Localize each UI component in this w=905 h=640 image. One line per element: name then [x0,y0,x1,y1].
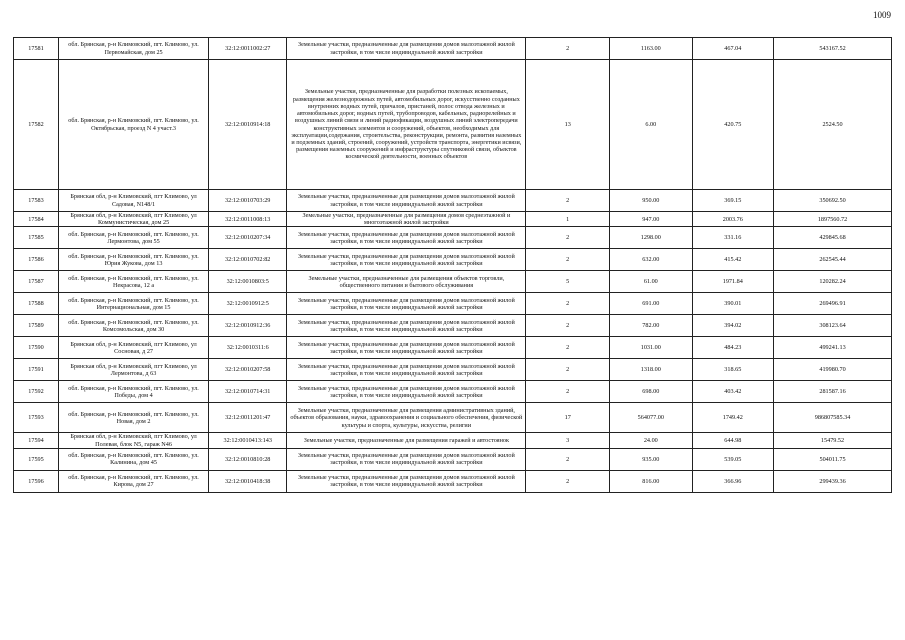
area-cell: 632.00 [610,249,693,271]
cadastral-number-cell: 32:12:0010703:29 [209,190,287,212]
cadastral-number-cell: 32:12:0010912:36 [209,315,287,337]
area-cell: 564077.00 [610,403,693,433]
table-body [14,38,892,493]
address-cell: обл. Брянская, р-н Климовский, пгт. Климово, ул. Лермонтова, дом 55 [59,227,209,249]
area-cell: 1163.00 [610,38,693,60]
row-number-cell: 17591 [14,359,59,381]
area-cell: 6.00 [610,60,693,190]
row-number-cell: 17583 [14,190,59,212]
cadastral-number-cell: 32:12:0011008:13 [209,212,287,227]
cadastral-value-cell: 504011.75 [774,448,892,470]
specific-value-cell: 467.04 [692,38,773,60]
address-cell: обл. Брянская, р-н Климовский, пгт. Климово, ул. Интернациональная, дом 15 [59,293,209,315]
specific-value-cell: 366.96 [692,470,773,492]
cadastral-value-cell: 269496.91 [774,293,892,315]
cadastral-value-cell: 499241.13 [774,337,892,359]
land-use-cell: Земельные участки, предназначенные для размещения гаражей и автостоянок [287,433,526,448]
specific-value-cell: 1749.42 [692,403,773,433]
cadastral-number-cell: 32:12:0010803:5 [209,271,287,293]
land-use-cell: Земельные участки, предназначенные для размещения домов малоэтажной жилой застройки, в том числе индивидуальной жилой застройки [287,249,526,271]
table-row [14,433,892,448]
land-use-cell: Земельные участки, предназначенные для размещения домов малоэтажной жилой застройки, в том числе индивидуальной жилой застройки [287,38,526,60]
cadastral-value-cell: 1897560.72 [774,212,892,227]
cadastral-number-cell: 32:12:0011201:47 [209,403,287,433]
table-row [14,315,892,337]
cadastral-value-cell: 419980.70 [774,359,892,381]
cadastral-number-cell: 32:12:0011002:27 [209,38,287,60]
cadastral-number-cell: 32:12:0010914:18 [209,60,287,190]
table-row [14,470,892,492]
use-group-cell: 17 [526,403,610,433]
address-cell: Брянская обл, р-н Климовский, пгт Климово, ул Полевая, блок N5, гараж N46 [59,433,209,448]
address-cell: обл. Брянская, р-н Климовский, пгт. Климово, ул. Октябрьская, проезд N 4 участ.3 [59,60,209,190]
cadastral-value-cell: 429845.68 [774,227,892,249]
specific-value-cell: 369.15 [692,190,773,212]
cadastral-number-cell: 32:12:0010207:58 [209,359,287,381]
cadastral-number-cell: 32:12:0010418:38 [209,470,287,492]
specific-value-cell: 420.75 [692,60,773,190]
address-cell: Брянская обл, р-н Климовский, пгт Климово, ул Сосновая, д 27 [59,337,209,359]
land-use-cell: Земельные участки, предназначенные для размещения домов малоэтажной жилой застройки, в том числе индивидуальной жилой застройки [287,190,526,212]
table-row [14,359,892,381]
land-use-cell: Земельные участки, предназначенные для размещения домов малоэтажной жилой застройки, в том числе индивидуальной жилой застройки [287,227,526,249]
land-use-cell: Земельные участки, предназначенные для размещения домов малоэтажной жилой застройки, в том числе индивидуальной жилой застройки [287,448,526,470]
cadastral-number-cell: 32:12:0010207:34 [209,227,287,249]
address-cell: обл. Брянская, р-н Климовский, пгт. Климово, ул. Юрия Жукова, дом 13 [59,249,209,271]
specific-value-cell: 2003.76 [692,212,773,227]
specific-value-cell: 390.01 [692,293,773,315]
cadastral-value-cell: 281587.16 [774,381,892,403]
cadastral-value-cell: 308123.64 [774,315,892,337]
address-cell: обл. Брянская, р-н Климовский, пгт. Климово, ул. Некрасова, 12 а [59,271,209,293]
table-row [14,249,892,271]
use-group-cell: 5 [526,271,610,293]
use-group-cell: 2 [526,359,610,381]
cadastral-number-cell: 32:12:0010311:6 [209,337,287,359]
table-row [14,337,892,359]
area-cell: 816.00 [610,470,693,492]
address-cell: обл. Брянская, р-н Климовский, пгт. Климово, ул. Победы, дом 4 [59,381,209,403]
address-cell: обл. Брянская, р-н Климовский, пгт. Климово, ул. Новая, дом 2 [59,403,209,433]
row-number-cell: 17589 [14,315,59,337]
page-number: 1009 [873,10,891,20]
row-number-cell: 17585 [14,227,59,249]
row-number-cell: 17596 [14,470,59,492]
specific-value-cell: 644.98 [692,433,773,448]
row-number-cell: 17588 [14,293,59,315]
row-number-cell: 17593 [14,403,59,433]
area-cell: 947.00 [610,212,693,227]
area-cell: 24.00 [610,433,693,448]
address-cell: Брянская обл, р-н Климовский, пгт Климово, ул Лермонтова, д 63 [59,359,209,381]
use-group-cell: 2 [526,38,610,60]
use-group-cell: 2 [526,470,610,492]
table-row [14,271,892,293]
use-group-cell: 3 [526,433,610,448]
area-cell: 1318.00 [610,359,693,381]
table-row [14,190,892,212]
table-row [14,60,892,190]
cadastral-number-cell: 32:12:0010702:82 [209,249,287,271]
use-group-cell: 2 [526,337,610,359]
cadastral-value-cell: 262545.44 [774,249,892,271]
address-cell: обл. Брянская, р-н Климовский, пгт. Климово, ул. Комсомольская, дом 30 [59,315,209,337]
land-use-cell: Земельные участки, предназначенные для размещения объектов торговли, общественного питания и бытового обслуживания [287,271,526,293]
table-row [14,227,892,249]
row-number-cell: 17595 [14,448,59,470]
table-row [14,293,892,315]
use-group-cell: 2 [526,249,610,271]
area-cell: 935.00 [610,448,693,470]
address-cell: Брянская обл, р-н Климовский, пгт Климово, ул Коммунистическая, дом 25 [59,212,209,227]
use-group-cell: 2 [526,190,610,212]
use-group-cell: 2 [526,293,610,315]
land-use-cell: Земельные участки, предназначенные для размещения домов малоэтажной жилой застройки, в том числе индивидуальной жилой застройки [287,381,526,403]
address-cell: обл. Брянская, р-н Климовский, пгт. Климово, ул. Первомайская, дом 25 [59,38,209,60]
land-use-cell: Земельные участки, предназначенные для размещения домов малоэтажной жилой застройки, в том числе индивидуальной жилой застройки [287,315,526,337]
use-group-cell: 2 [526,448,610,470]
address-cell: Брянская обл, р-н Климовский, пгт Климово, ул Садовая, N148/1 [59,190,209,212]
land-use-cell: Земельные участки, предназначенные для размещения административных зданий, объектов образования, науки, здравоохранения и социального обеспечения, физической культуры и спорта, культуры, искусства, религии [287,403,526,433]
cadastral-value-cell: 543167.52 [774,38,892,60]
land-use-cell: Земельные участки, предназначенные для размещения домов малоэтажной жилой застройки, в том числе индивидуальной жилой застройки [287,359,526,381]
table-row [14,448,892,470]
area-cell: 698.00 [610,381,693,403]
specific-value-cell: 415.42 [692,249,773,271]
table-row [14,403,892,433]
cadastral-number-cell: 32:12:0010413:143 [209,433,287,448]
cadastral-value-cell: 120282.24 [774,271,892,293]
cadastral-value-cell: 2524.50 [774,60,892,190]
row-number-cell: 17590 [14,337,59,359]
specific-value-cell: 484.23 [692,337,773,359]
row-number-cell: 17584 [14,212,59,227]
use-group-cell: 2 [526,315,610,337]
table-row [14,212,892,227]
row-number-cell: 17594 [14,433,59,448]
area-cell: 1298.00 [610,227,693,249]
area-cell: 1031.00 [610,337,693,359]
table-row [14,381,892,403]
land-use-cell: Земельные участки, предназначенные для размещения домов малоэтажной жилой застройки, в том числе индивидуальной жилой застройки [287,470,526,492]
cadastral-value-cell: 299439.36 [774,470,892,492]
row-number-cell: 17586 [14,249,59,271]
cadastral-number-cell: 32:12:0010810:28 [209,448,287,470]
row-number-cell: 17587 [14,271,59,293]
land-use-cell: Земельные участки, предназначенные для размещения домов среднеэтажной и многоэтажной жилой застройки [287,212,526,227]
row-number-cell: 17592 [14,381,59,403]
cadastral-value-cell: 15479.52 [774,433,892,448]
land-use-cell: Земельные участки, предназначенные для разработки полезных ископаемых, размещения железнодорожных путей, автомобильных дорог, искусственно созданных внутренних водных путей, причалов, пристаней, полос отвода железных и автомобильных дорог, водных путей, трубопроводов, кабельных, радиорелейных и воздушных линий связи и линий радиофикации, воздушных линий электропередачи конструктивных элементов и сооружений, объектов, необходимых для эксплуатации,содержания, строительства, реконструкции, ремонта, развития наземных и подземных зданий, строений, сооружений, устройств транспорта, энергетики исвязи, размещения наземных сооружений и инфраструктуры спутниковой связи, объектов космической деятельности, военных объектов [287,60,526,190]
specific-value-cell: 394.02 [692,315,773,337]
use-group-cell: 2 [526,227,610,249]
specific-value-cell: 1971.84 [692,271,773,293]
row-number-cell: 17581 [14,38,59,60]
specific-value-cell: 539.05 [692,448,773,470]
specific-value-cell: 403.42 [692,381,773,403]
cadastral-value-cell: 986807585.34 [774,403,892,433]
row-number-cell: 17582 [14,60,59,190]
land-use-cell: Земельные участки, предназначенные для размещения домов малоэтажной жилой застройки, в том числе индивидуальной жилой застройки [287,337,526,359]
cadastral-value-table [13,37,892,493]
cadastral-value-cell: 350692.50 [774,190,892,212]
area-cell: 691.00 [610,293,693,315]
address-cell: обл. Брянская, р-н Климовский, пгт. Климово, ул. Кирова, дом 27 [59,470,209,492]
use-group-cell: 2 [526,381,610,403]
table-row [14,38,892,60]
use-group-cell: 1 [526,212,610,227]
cadastral-number-cell: 32:12:0010714:31 [209,381,287,403]
cadastral-number-cell: 32:12:0010912:5 [209,293,287,315]
area-cell: 950.00 [610,190,693,212]
land-use-cell: Земельные участки, предназначенные для размещения домов малоэтажной жилой застройки, в том числе индивидуальной жилой застройки [287,293,526,315]
area-cell: 782.00 [610,315,693,337]
specific-value-cell: 331.16 [692,227,773,249]
specific-value-cell: 318.65 [692,359,773,381]
use-group-cell: 13 [526,60,610,190]
address-cell: обл. Брянская, р-н Климовский, пгт. Климово, ул. Калинина, дом 45 [59,448,209,470]
area-cell: 61.00 [610,271,693,293]
